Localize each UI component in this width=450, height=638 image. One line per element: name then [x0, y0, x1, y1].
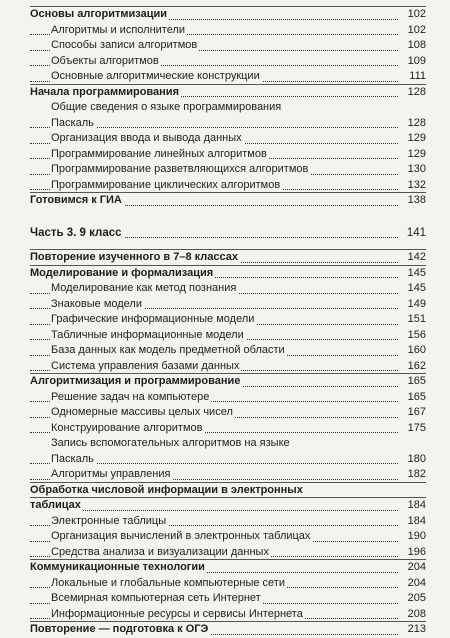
- toc-entry-page: 175: [406, 421, 426, 437]
- toc-entry-page: 129: [406, 147, 426, 163]
- toc-entry: [30, 7, 426, 23]
- toc-entry-title: Способы записи алгоритмов: [51, 39, 198, 51]
- toc-entry-title: Запись вспомогательных алгоритмов на языке: [51, 437, 290, 449]
- toc-entry: [30, 38, 426, 54]
- toc-entry-title: Графические информационные модели: [51, 313, 255, 325]
- toc-entry-title: Средства анализа и визуализации данных: [51, 545, 269, 558]
- toc-entry-title: Одномерные массивы целых чисел: [51, 406, 233, 418]
- toc-entry-title: Алгоритмы и исполнители: [51, 23, 186, 36]
- toc-entry-title: Электронные таблицы: [51, 514, 167, 527]
- toc-entry-page: 102: [406, 23, 426, 39]
- toc-entry-page: 128: [406, 116, 426, 132]
- toc-entry-title: таблицах: [30, 499, 81, 511]
- toc-entry-title: Моделирование как метод познания: [51, 282, 237, 294]
- toc-entry-page: 184: [406, 514, 426, 530]
- toc-entry-page: 141: [405, 226, 426, 242]
- toc-entry-title: Коммуникационные технологии: [30, 561, 205, 573]
- toc-entry-title: Основные алгоритмические конструкции: [51, 70, 260, 82]
- section-divider: [30, 6, 426, 7]
- toc-entry: [30, 178, 426, 194]
- toc-entry: [30, 131, 426, 147]
- toc-entry-title: Решение задач на компьютере: [51, 390, 210, 403]
- toc-entry-page: 162: [406, 359, 426, 375]
- section-divider: [30, 559, 426, 560]
- toc-entry: [30, 54, 426, 70]
- toc-entry-title: Локальные и глобальные компьютерные сети: [51, 576, 285, 589]
- toc-entry: [30, 147, 426, 163]
- toc-entry: [30, 421, 426, 437]
- toc-entry-page: 109: [406, 54, 426, 70]
- toc-entry-page: 204: [406, 560, 426, 576]
- toc-entry: [30, 529, 426, 545]
- toc-entry: [30, 250, 426, 266]
- toc-entry: [30, 85, 426, 101]
- toc-entry: [30, 560, 426, 576]
- toc-entry-page: 165: [406, 374, 426, 390]
- toc-entry: [30, 498, 426, 514]
- section-divider: [30, 621, 426, 622]
- toc-entry-page: 151: [406, 312, 426, 328]
- toc-entry: [30, 545, 426, 561]
- toc-entry-title: Паскаль: [51, 452, 94, 465]
- toc-entry: [30, 281, 426, 297]
- toc-entry: [30, 390, 426, 406]
- toc-entry-page: 142: [406, 250, 426, 266]
- toc-entry: [30, 23, 426, 39]
- toc-entry: [30, 467, 426, 483]
- toc-entry-page: 205: [406, 591, 426, 607]
- toc-entry-title: Повторение — подготовка к ОГЭ: [30, 623, 209, 635]
- toc-entry: [30, 576, 426, 592]
- toc-entry-title: Часть 3. 9 класс: [30, 226, 122, 239]
- section-divider: [30, 192, 426, 193]
- section-divider: [30, 373, 426, 374]
- toc-entry-page: 130: [406, 162, 426, 178]
- toc-entry-page: 132: [406, 178, 426, 194]
- toc-entry-page: 180: [406, 452, 426, 468]
- toc-entry-page: 111: [407, 69, 426, 85]
- toc-entry-title: Алгоритмизация и программирование: [30, 375, 241, 387]
- toc-entry-page: 108: [406, 38, 426, 54]
- toc-entry: [30, 452, 426, 468]
- toc-entry-page: 129: [406, 131, 426, 147]
- toc-entry-title: База данных как модель предметной области: [51, 344, 285, 356]
- toc-entry-page: 156: [406, 328, 426, 344]
- toc-entry-title: Обработка числовой информации в электронных: [30, 483, 303, 496]
- toc-entry-title: Информационные ресурсы и сервисы Интернета: [51, 607, 303, 620]
- toc-entry: [30, 226, 426, 242]
- toc-entry-title: Табличные информационные модели: [51, 328, 244, 341]
- section-divider: [30, 84, 426, 85]
- toc-entry-title: Программирование циклических алгоритмов: [51, 178, 281, 191]
- toc-entry: [30, 591, 426, 607]
- toc-entry-page: 138: [406, 193, 426, 209]
- toc-entry: [30, 193, 426, 209]
- toc-entry: [30, 162, 426, 178]
- toc-entry: [30, 69, 426, 85]
- toc-entry-page: 149: [406, 297, 426, 313]
- toc-entry-title: Объекты алгоритмов: [51, 54, 159, 67]
- toc-entry-title: Программирование линейных алгоритмов: [51, 147, 267, 160]
- toc-entry-page: 160: [406, 343, 426, 359]
- toc-entry: [30, 436, 426, 452]
- toc-entry: [30, 116, 426, 132]
- toc-entry-title: Конструирование алгоритмов: [51, 421, 203, 434]
- leader-dots: [30, 510, 398, 511]
- toc-entry-page: 190: [406, 529, 426, 545]
- toc-entry: [30, 622, 426, 638]
- toc-entry-page: 184: [406, 498, 426, 514]
- toc-entry: [30, 483, 426, 499]
- table-of-contents: [30, 7, 426, 638]
- toc-entry-title: Система управления базами данных: [51, 359, 240, 372]
- toc-entry: [30, 100, 426, 116]
- toc-entry-title: Паскаль: [51, 116, 94, 129]
- toc-entry-title: Повторение изученного в 7–8 классах: [30, 251, 238, 263]
- toc-entry-title: Организация вычислений в электронных таблицах: [51, 530, 311, 542]
- toc-entry-title: Программирование разветвляющихся алгоритмов: [51, 163, 309, 175]
- toc-entry-page: 213: [406, 622, 426, 638]
- toc-entry-title: Начала программирования: [30, 85, 179, 98]
- toc-entry-page: 204: [406, 576, 426, 592]
- toc-entry-page: 145: [406, 266, 426, 282]
- toc-entry-title: Основы алгоритмизации: [30, 8, 168, 20]
- toc-entry: [30, 514, 426, 530]
- toc-entry: [30, 374, 426, 390]
- toc-entry: [30, 312, 426, 328]
- toc-entry: [30, 297, 426, 313]
- toc-entry-title: Общие сведения о языке программирования: [51, 101, 282, 113]
- toc-entry-page: 167: [406, 405, 426, 421]
- toc-entry: [30, 607, 426, 623]
- toc-entry-page: 208: [406, 607, 426, 623]
- toc-entry-title: Моделирование и формализация: [30, 266, 214, 279]
- toc-entry-title: Организация ввода и вывода данных: [51, 132, 242, 144]
- toc-entry: [30, 343, 426, 359]
- toc-entry-page: 145: [406, 281, 426, 297]
- toc-entry-title: Алгоритмы управления: [51, 468, 171, 480]
- toc-entry-title: Всемирная компьютерная сеть Интернет: [51, 592, 261, 604]
- toc-entry: [30, 266, 426, 282]
- section-divider: [30, 249, 426, 250]
- toc-entry-page: 196: [406, 545, 426, 561]
- toc-entry-page: 182: [406, 467, 426, 483]
- section-divider: [30, 497, 426, 498]
- toc-entry-title: Знаковые модели: [51, 297, 142, 310]
- toc-entry: [30, 405, 426, 421]
- toc-entry-page: 128: [406, 85, 426, 101]
- section-divider: [30, 482, 426, 483]
- toc-entry: [30, 359, 426, 375]
- toc-entry-page: 102: [406, 7, 426, 23]
- toc-entry-page: 165: [406, 390, 426, 406]
- section-divider: [30, 265, 426, 266]
- toc-entry: [30, 328, 426, 344]
- toc-entry-title: Готовимся к ГИА: [30, 194, 122, 206]
